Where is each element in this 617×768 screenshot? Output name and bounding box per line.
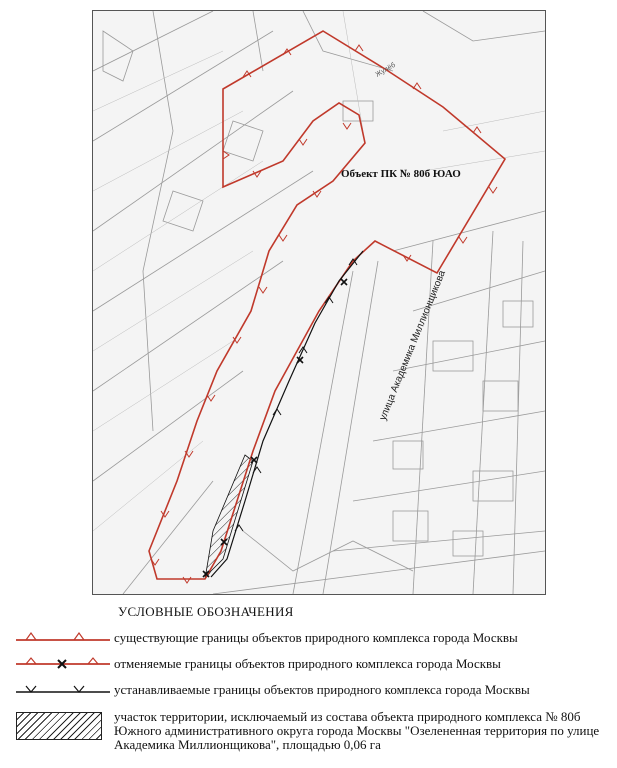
legend-text-existing: существующие границы объектов природного комплекса города Москвы <box>114 630 518 645</box>
legend-text-cancelled: отменяемые границы объектов природного комплекса города Москвы <box>114 656 501 671</box>
new-boundary <box>211 251 363 577</box>
legend-text-new: устанавливаемые границы объектов природного комплекса города Москвы <box>114 682 530 697</box>
street-label: улица Академика Миллионщикова <box>377 268 449 423</box>
legend <box>0 600 617 768</box>
existing-boundary-ticks <box>151 45 497 583</box>
street-small-label: Жулёб <box>374 61 397 79</box>
existing-boundary-symbol <box>14 630 112 646</box>
object-label: Объект ПК № 80б ЮАО <box>341 168 461 180</box>
map-frame <box>92 10 546 595</box>
new-boundary-symbol <box>14 682 112 698</box>
legend-text-hatched: участок территории, исключаемый из состава объекта природного комплекса № 80б Южного административного округа города Москвы "Озелененная территория по улице Академика Миллионщикова", площадью 0,06 га <box>114 709 600 752</box>
new-boundary-ticks <box>235 259 357 531</box>
map-canvas <box>93 11 545 594</box>
basemap <box>93 11 545 594</box>
cancelled-boundary-symbol <box>14 656 112 672</box>
hatched-area-symbol <box>16 712 102 740</box>
legend-title: УСЛОВНЫЕ ОБОЗНАЧЕНИЯ <box>118 604 294 619</box>
existing-boundary <box>149 31 505 579</box>
